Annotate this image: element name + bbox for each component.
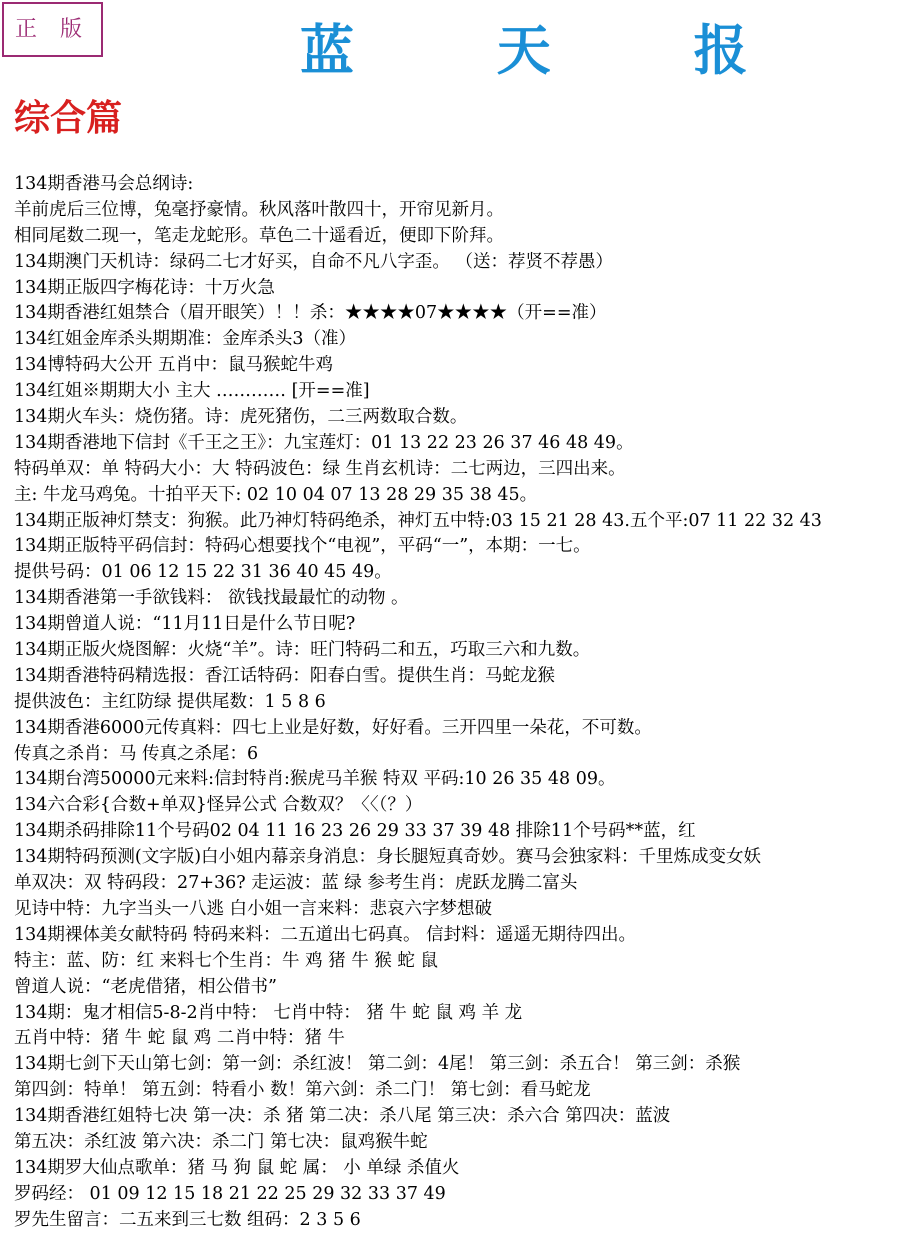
text-line: 134六合彩{合数+单双}怪异公式 合数双？〈〈（？） bbox=[14, 795, 423, 816]
text-line: 134期香港第一手欲钱料： 欲钱找最最忙的动物 。 bbox=[14, 588, 409, 609]
authentic-badge: 正 版 bbox=[2, 2, 103, 57]
text-line: 134期曾道人说：“11月11日是什么节日呢? bbox=[14, 614, 356, 635]
text-line: 134期香港特码精选报：香江话特码：阳春白雪。提供生肖：马蛇龙猴 bbox=[14, 665, 555, 686]
text-line: 提供波色：主红防绿 提供尾数：1 5 8 6 bbox=[14, 691, 326, 712]
text-line: 传真之杀肖：马 传真之杀尾：6 bbox=[14, 743, 259, 764]
text-line: 134期正版四字梅花诗：十万火急 bbox=[14, 277, 275, 298]
text-line: 五肖中特：猪 牛 蛇 鼠 鸡 二肖中特：猪 牛 bbox=[14, 1028, 345, 1049]
text-line: 134期：鬼才相信5-8-2肖中特： 七肖中特： 猪 牛 蛇 鼠 鸡 羊 龙 bbox=[14, 1002, 523, 1023]
text-line: 134期正版火烧图解：火烧“羊”。诗：旺门特码二和五，巧取三六和九数。 bbox=[14, 640, 591, 661]
text-line: 134期澳门天机诗：绿码二七才好买，自命不凡八字歪。 （送：荐贤不荐愚） bbox=[14, 251, 613, 272]
text-line: 134期杀码排除11个号码02 04 11 16 23 26 29 33 37 39 48 排除11个号码**蓝，红 bbox=[14, 821, 696, 842]
text-line: 相同尾数二现一，笔走龙蛇形。草色二十遥看近，便即下阶拜。 bbox=[14, 225, 504, 246]
text-line: 主: 牛龙马鸡兔。十拍平天下: 02 10 04 07 13 28 29 35 38 45。 bbox=[14, 484, 538, 505]
text-line: 134期台湾50000元来料:信封特肖:猴虎马羊猴 特双 平码:10 26 35 48 09。 bbox=[14, 769, 616, 790]
text-line: 罗先生留言：二五来到三七数 组码：2 3 5 6 bbox=[14, 1209, 361, 1230]
text-line: 单双决：双 特码段：27+36? 走运波：蓝 绿 参考生肖：虎跃龙腾二富头 bbox=[14, 873, 578, 894]
section-heading: 综合篇 bbox=[14, 97, 123, 139]
text-lines bbox=[14, 172, 900, 1234]
text-line: 134期正版特平码信封：特码心想要找个“电视”，平码“一”，本期：一七。 bbox=[14, 536, 591, 557]
text-line: 见诗中特：九字当头一八逃 白小姐一言来料：悲哀六字梦想破 bbox=[14, 898, 493, 919]
text-line: 134期香港红姐特七决 第一决：杀 猪 第二决：杀八尾 第三决：杀六合 第四决：蓝波 bbox=[14, 1106, 671, 1127]
text-line: 羊前虎后三位博，兔毫抒豪情。秋风落叶散四十，开帘见新月。 bbox=[14, 199, 504, 220]
text-line: 134红姐※期期大小 主大 ………… [开==准] bbox=[14, 381, 370, 402]
text-line: 134期罗大仙点歌单：猪 马 狗 鼠 蛇 属： 小 单绿 杀值火 bbox=[14, 1157, 460, 1178]
text-line: 134期火车头：烧伤猪。诗：虎死猪伤，二三两数取合数。 bbox=[14, 407, 468, 428]
text-line: 特码单双：单 特码大小：大 特码波色：绿 生肖玄机诗：二七两边，三四出来。 bbox=[14, 458, 626, 479]
text-line: 第五决：杀红波 第六决：杀二门 第七决：鼠鸡猴牛蛇 bbox=[14, 1131, 428, 1152]
text-line: 134期特码预测(文字版)白小姐内幕亲身消息：身长腿短真奇妙。赛马会独家料：千里炼成变女妖 bbox=[14, 847, 762, 868]
text-line: 134期正版神灯禁支：狗猴。此乃神灯特码绝杀，神灯五中特:03 15 21 28 43.五个平:07 11 22 32 43 bbox=[14, 510, 822, 531]
text-line: 134期香港6000元传真料：四七上业是好数，好好看。三开四里一朵花，不可数。 bbox=[14, 717, 652, 738]
text-line: 134红姐金库杀头期期准：金库杀头3（准） bbox=[14, 329, 357, 350]
text-line: 134博特码大公开 五肖中：鼠马猴蛇牛鸡 bbox=[14, 355, 333, 376]
text-line: 134期香港马会总纲诗: bbox=[14, 174, 194, 194]
text-line: 特主：蓝、防：红 来料七个生肖：牛 鸡 猪 牛 猴 蛇 鼠 bbox=[14, 950, 438, 971]
text-line: 曾道人说：“老虎借猪，相公借书” bbox=[14, 976, 277, 997]
text-line: 罗码经： 01 09 12 15 18 21 22 25 29 32 33 37 49 bbox=[14, 1183, 446, 1204]
newspaper-title: 蓝 天 报 bbox=[300, 18, 810, 82]
text-line: 134期七剑下天山第七剑：第一剑：杀红波！ 第二剑：4尾！ 第三剑：杀五合！ 第三剑：杀猴 bbox=[14, 1054, 741, 1075]
text-line: 第四剑：特单！ 第五剑：特看小 数！第六剑：杀二门！ 第七剑：看马蛇龙 bbox=[14, 1080, 591, 1101]
text-line: 提供号码：01 06 12 15 22 31 36 40 45 49。 bbox=[14, 562, 392, 583]
text-line: 134期香港地下信封《千王之王》：九宝莲灯：01 13 22 23 26 37 46 48 49。 bbox=[14, 432, 634, 453]
text-line: 134期香港红姐禁合（眉开眼笑）！！杀：★★★★07★★★★（开==准） bbox=[14, 303, 607, 324]
text-line: 134期裸体美女献特码 特码来料：二五道出七码真。 信封料：遥遥无期待四出。 bbox=[14, 924, 637, 945]
